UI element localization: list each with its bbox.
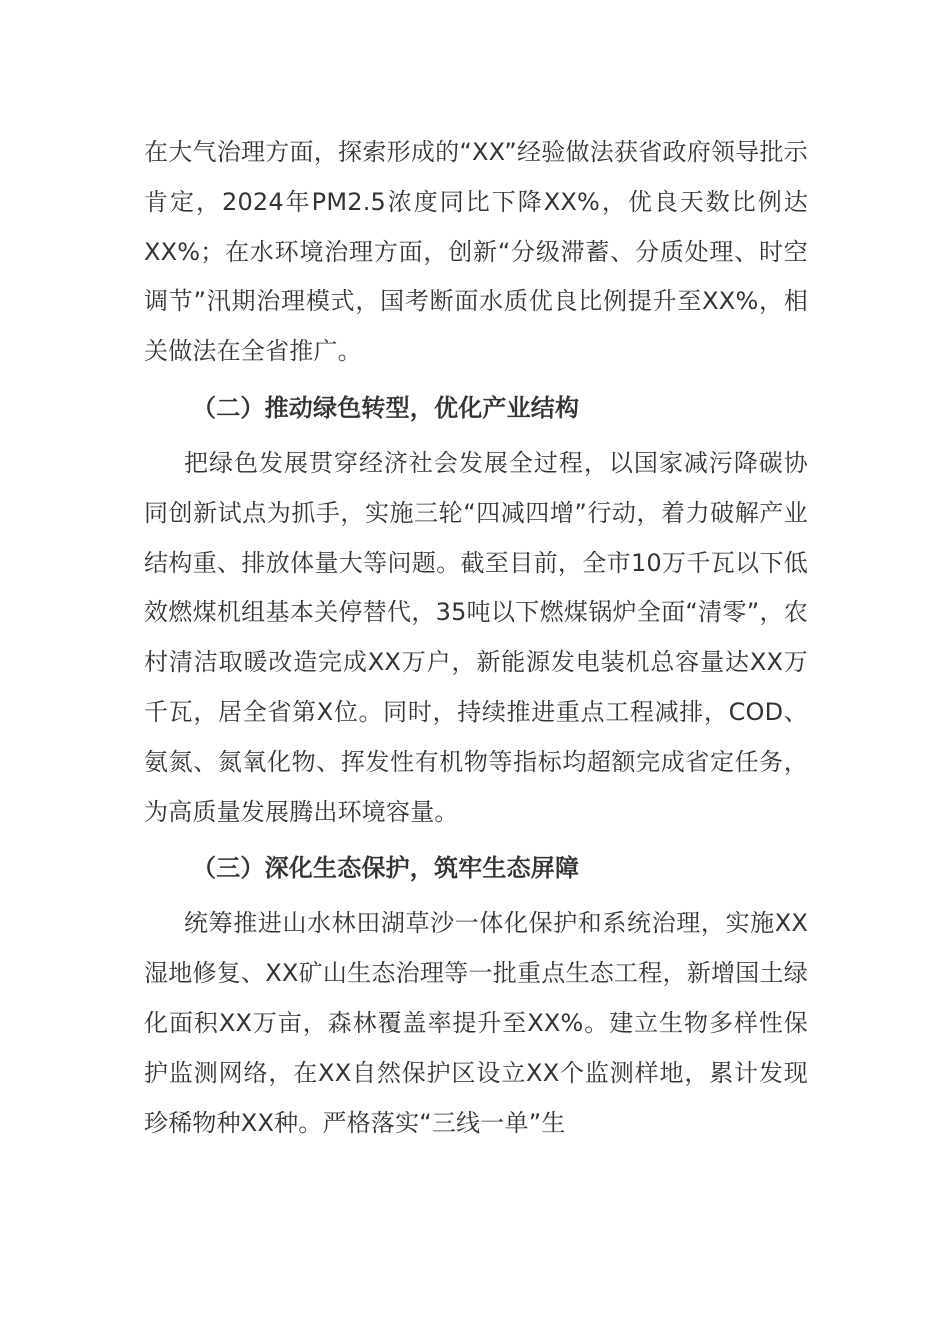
paragraph-green-transition: 把绿色发展贯穿经济社会发展全过程，以国家减污降碳协同创新试点为抓手，实施三轮“四减四增”行动，着力破解产业结构重、排放体量大等问题。截至目前，全市10万千瓦以下低效燃煤机组基本关停替代，35吨以下燃煤锅炉全面“清零”，农村清洁取暖改造完成XX万户，新能源发电装机总容量达XX万千瓦，居全省第X位。同时，持续推进重点工程减排，COD、氨氮、氮氧化物、挥发性有机物等指标均超额完成省定任务，为高质量发展腾出环境容量。: [144, 448, 808, 826]
document-content: [144, 128, 808, 1148]
paragraph-air-water-governance: 在大气治理方面，探索形成的“XX”经验做法获省政府领导批示肯定，2024年PM2.5浓度同比下降XX%，优良天数比例达XX%；在水环境治理方面，创新“分级滞蓄、分质处理、时空调节”汛期治理模式，国考断面水质优良比例提升至XX%，相关做法在全省推广。: [144, 138, 808, 366]
section-heading-green-transition: （二）推动绿色转型，优化产业结构: [192, 393, 580, 422]
section-heading-ecological-protection: （三）深化生态保护，筑牢生态屏障: [192, 854, 580, 883]
paragraph-ecological-protection: 统筹推进山水林田湖草沙一体化保护和系统治理，实施XX湿地修复、XX矿山生态治理等一批重点生态工程，新增国土绿化面积XX万亩，森林覆盖率提升至XX%。建立生物多样性保护监测网络，在XX自然保护区设立XX个监测样地，累计发现珍稀物种XX种。严格落实“三线一单”生: [144, 909, 808, 1137]
